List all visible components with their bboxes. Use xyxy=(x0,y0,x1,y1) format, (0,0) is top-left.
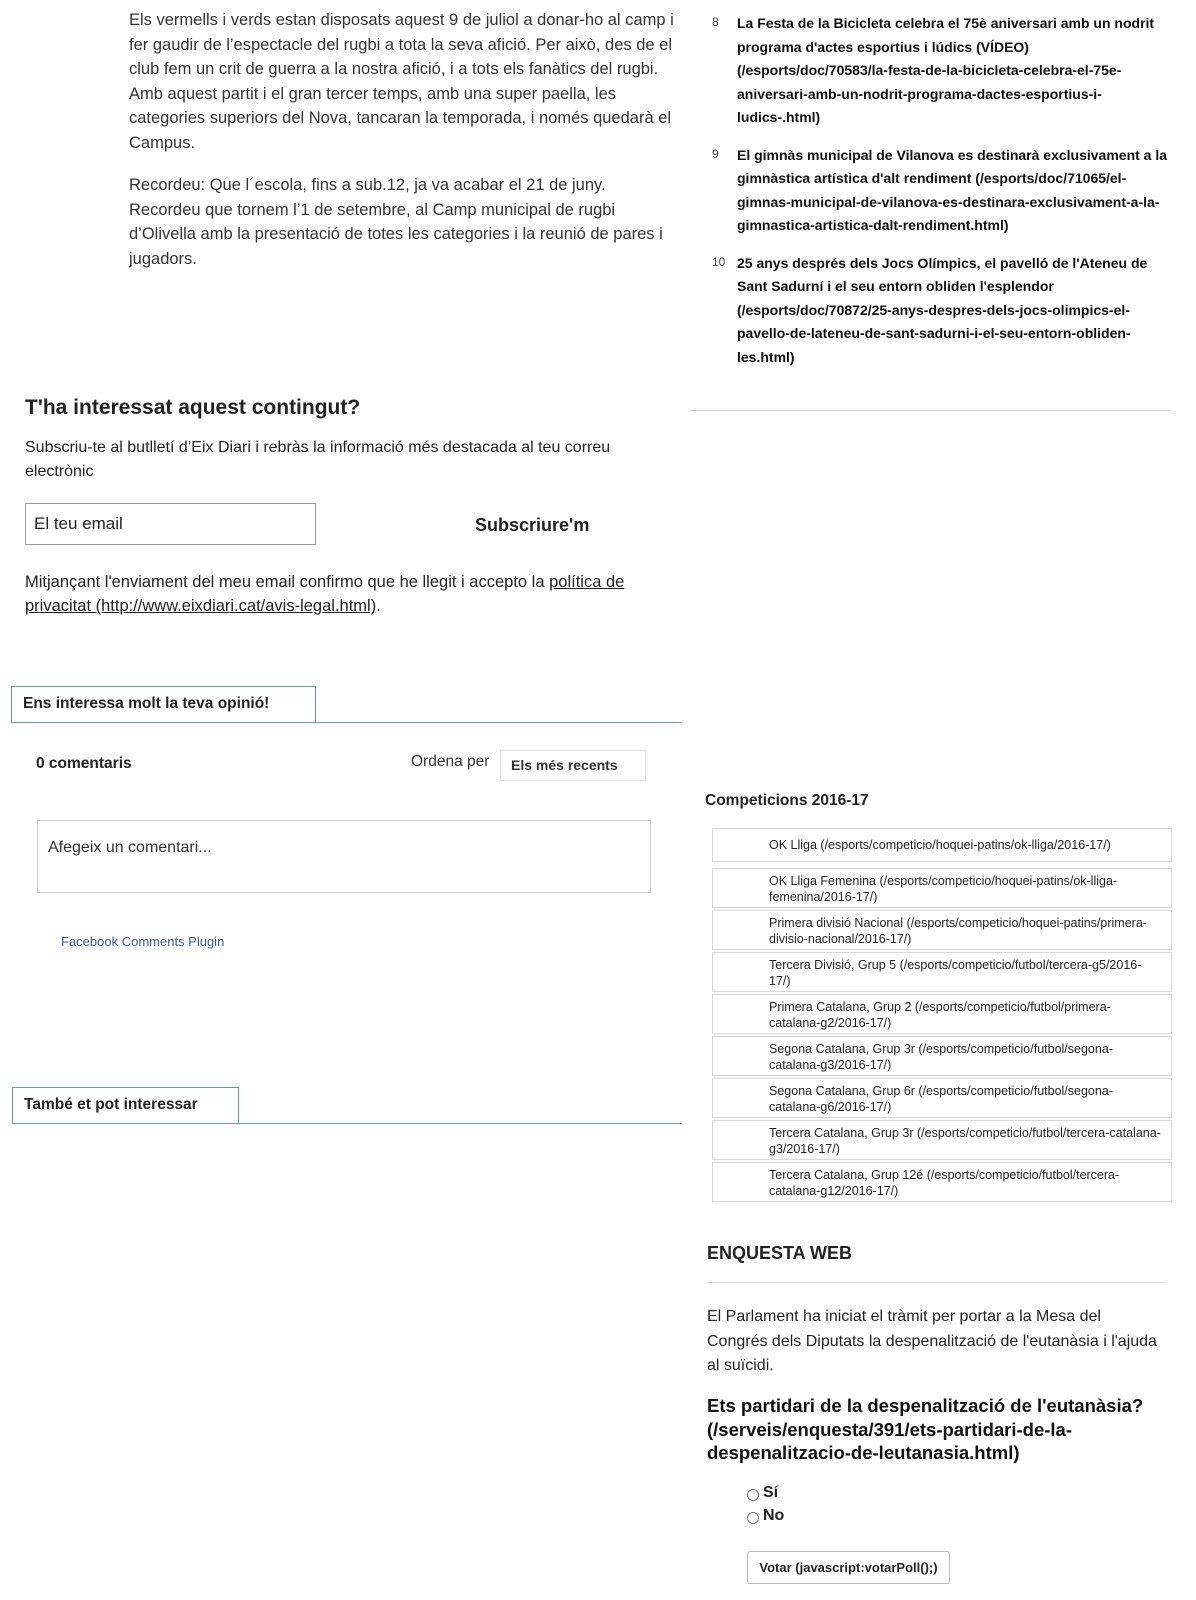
most-read-item[interactable] xyxy=(700,12,1178,130)
consent-text: Mitjançant l'enviament del meu email confirmo que he llegit i accepto la xyxy=(25,573,550,591)
facebook-comments-plugin-link[interactable]: Facebook Comments Plugin xyxy=(61,934,225,949)
radio-button[interactable] xyxy=(747,1512,759,1524)
poll-description: El Parlament ha iniciat el tràmit per portar a la Mesa del Congrés dels Diputats la despenalització de l'eutanàsia i l'ajuda al suïcidi. xyxy=(707,1308,1157,1374)
subscribe-button[interactable]: Subscriure'm xyxy=(475,515,590,535)
article-body xyxy=(129,8,674,289)
most-read-list xyxy=(700,12,1178,383)
poll-option-no[interactable] xyxy=(747,1507,784,1525)
comment-count: 0 comentaris xyxy=(36,755,132,772)
most-read-link[interactable]: La Festa de la Bicicleta celebra el 75è aniversari amb un nodrit programa d'actes esportius i lúdics (VÍDEO) (/esports/doc/70583/la-festa-de-la-bicicleta-celebra-el-75e-aniversari-amb-un-nodrit-programa-dactes-esportius-i-ludics-.html) xyxy=(737,15,1155,125)
competitions-list xyxy=(712,828,1172,1204)
poll-option-label: Sí xyxy=(763,1484,779,1501)
competition-link[interactable]: OK Lliga Femenina (/esports/competicio/hoquei-patins/ok-lliga-femenina/2016-17/) xyxy=(712,868,1172,908)
newsletter-description: Subscriu-te al butlletí d’Eix Diari i rebràs la informació més destacada al teu correu electrònic xyxy=(25,439,611,480)
related-section-line xyxy=(12,1123,682,1124)
competition-link[interactable]: Primera Catalana, Grup 2 (/esports/competicio/futbol/primera-catalana-g2/2016-17/) xyxy=(712,994,1172,1034)
sort-label: Ordena per xyxy=(411,753,490,770)
comments-section-tab: Ens interessa molt la teva opinió! xyxy=(11,686,316,722)
article-paragraph: Recordeu: Que l´escola, fins a sub.12, ja va acabar el 21 de juny. Recordeu que tornem l’1 de setembre, al Camp municipal de rugbi d’Olivella amb la presentació de totes les categories i la reunió de pares i jugadors. xyxy=(129,176,663,268)
privacy-policy-link[interactable]: política de privacitat (http://www.eixdiari.cat/avis-legal.html) xyxy=(25,573,625,615)
competition-link[interactable]: Tercera Catalana, Grup 12é (/esports/competicio/futbol/tercera-catalana-g12/2016-17/) xyxy=(712,1162,1172,1202)
most-read-link[interactable]: 25 anys després dels Jocs Olímpics, el pavelló de l'Ateneu de Sant Sadurní i el seu entorn obliden l'esplendor (/esports/doc/70872/25-anys-despres-dels-jocs-olimpics-el-pavello-de-lateneu-de-sant-sadurni-i-el-seu-entorn-obliden-les.html) xyxy=(737,254,1148,365)
article-paragraph: Els vermells i verds estan disposats aquest 9 de juliol a donar-ho al camp i fer gaudir de l’espectacle del rugbi a tota la seva afició. Per això, des de el club fem un crit de guerra a la nostra afició, i a tots els fanàtics del rugbi. Amb aquest partit i el gran tercer temps, amb una super paella, les categories superiors del Nova, tancaran la temporada, i només quedarà el Campus. xyxy=(129,11,674,152)
vote-button[interactable]: Votar (javascript:votarPoll();) xyxy=(747,1551,950,1584)
related-section-tab: També et pot interessar xyxy=(12,1087,239,1123)
radio-button[interactable] xyxy=(747,1489,759,1501)
most-read-number: 10 xyxy=(712,254,726,269)
newsletter-consent xyxy=(25,570,665,618)
add-comment-input[interactable]: Afegeix un comentari... xyxy=(37,820,651,893)
most-read-number: 9 xyxy=(712,146,719,161)
consent-end: . xyxy=(376,597,381,615)
competition-link[interactable]: Segona Catalana, Grup 6r (/esports/competicio/futbol/segona-catalana-g6/2016-17/) xyxy=(712,1078,1172,1118)
poll-title: ENQUESTA WEB xyxy=(707,1243,853,1263)
competition-link[interactable]: Primera divisió Nacional (/esports/competicio/hoquei-patins/primera-divisio-nacional/2016-17/) xyxy=(712,910,1172,950)
divider xyxy=(707,1282,1167,1283)
competitions-title: Competicions 2016-17 xyxy=(705,792,869,809)
comments-section-line xyxy=(11,722,681,723)
divider xyxy=(690,410,1170,411)
most-read-item[interactable] xyxy=(700,252,1178,370)
poll-option-yes[interactable] xyxy=(747,1484,778,1502)
most-read-link[interactable]: El gimnàs municipal de Vilanova es destinarà exclusivament a la gimnàstica artística d'alt rendiment (/esports/doc/71065/el-gimnas-municipal-de-vilanova-es-destinara-exclusivament-a-la-gimnastica-artistica-dalt-rendiment.html) xyxy=(737,146,1168,233)
newsletter-title: T'ha interessat aquest contingut? xyxy=(25,396,361,419)
competition-link[interactable]: OK Lliga (/esports/competicio/hoquei-patins/ok-lliga/2016-17/) xyxy=(712,828,1172,862)
poll-question-link[interactable]: Ets partidari de la despenalització de l'eutanàsia? (/serveis/enquesta/391/ets-partidari-de-la-despenalitzacio-de-leutanasia.html) xyxy=(707,1395,1144,1463)
email-input[interactable]: El teu email xyxy=(25,503,316,545)
competition-link[interactable]: Tercera Divisió, Grup 5 (/esports/competicio/futbol/tercera-g5/2016-17/) xyxy=(712,952,1172,992)
poll-option-label: No xyxy=(763,1507,785,1524)
competition-link[interactable]: Tercera Catalana, Grup 3r (/esports/competicio/futbol/tercera-catalana-g3/2016-17/) xyxy=(712,1120,1172,1160)
sort-select[interactable]: Els més recents xyxy=(500,750,646,781)
competition-link[interactable]: Segona Catalana, Grup 3r (/esports/competicio/futbol/segona-catalana-g3/2016-17/) xyxy=(712,1036,1172,1076)
most-read-item[interactable] xyxy=(700,144,1178,238)
most-read-number: 8 xyxy=(712,15,719,29)
